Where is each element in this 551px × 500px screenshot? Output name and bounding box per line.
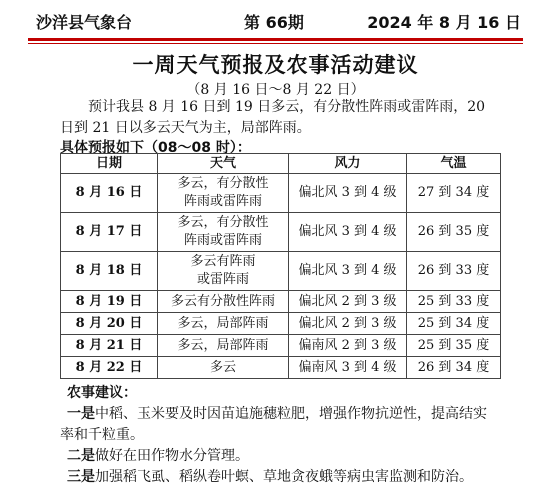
date-range: （8 月 16 日～8 月 22 日） — [186, 82, 365, 98]
table-row — [61, 291, 501, 313]
advice-item — [60, 404, 500, 446]
weather-line: 多云有阵雨 — [190, 254, 256, 269]
cell-date: 8 月 19 日 — [61, 291, 158, 313]
cell-temp: 25 到 34 度 — [407, 313, 501, 335]
advice-text: 做好在田作物水分管理。 — [95, 448, 249, 464]
cell-temp: 26 到 34 度 — [407, 357, 501, 379]
col-header-temp: 气温 — [407, 154, 501, 174]
advice-text: 中稻、玉米要及时因苗追施穗粒肥，增强作物抗逆性，提高结实率和千粒重。 — [60, 406, 487, 443]
summary-line-1: 预计我县 8 月 16 日到 19 日多云，有分散性阵雨或雷阵雨，20 — [88, 99, 486, 115]
table-row — [61, 213, 501, 252]
table-header-row — [61, 154, 501, 174]
cell-date: 8 月 16 日 — [61, 174, 158, 213]
cell-wind: 偏北风 3 到 4 级 — [289, 252, 407, 291]
forecast-heading: 具体预报如下（08～08 时）： — [60, 140, 251, 156]
advice-item — [60, 467, 500, 488]
cell-date: 8 月 21 日 — [61, 335, 158, 357]
cell-temp: 26 到 35 度 — [407, 213, 501, 252]
forecast-table — [60, 153, 501, 379]
cell-weather — [158, 252, 289, 291]
issuing-org: 沙洋县气象台 — [36, 13, 133, 32]
weather-line: 阵雨或雷阵雨 — [183, 233, 262, 248]
col-header-wind: 风力 — [289, 154, 407, 174]
cell-date: 8 月 18 日 — [61, 252, 158, 291]
cell-date: 8 月 17 日 — [61, 213, 158, 252]
weather-line: 阵雨或雷阵雨 — [183, 194, 262, 209]
issue-number: 第 66期 — [244, 13, 304, 32]
cell-date: 8 月 20 日 — [61, 313, 158, 335]
summary-line-2: 日到 21 日以多云天气为主，局部阵雨。 — [60, 120, 311, 136]
cell-weather — [158, 213, 289, 252]
table-row — [61, 357, 501, 379]
bulletin-header — [0, 0, 551, 44]
cell-wind: 偏北风 3 到 4 级 — [289, 174, 407, 213]
farming-advice — [60, 383, 500, 488]
cell-wind: 偏南风 3 到 4 级 — [289, 357, 407, 379]
cell-weather: 多云，局部阵雨 — [158, 335, 289, 357]
cell-temp: 25 到 33 度 — [407, 291, 501, 313]
table-row — [61, 174, 501, 213]
header-rule-thick — [28, 38, 523, 41]
header-rule-thin — [28, 43, 523, 44]
cell-weather — [158, 174, 289, 213]
table-row — [61, 252, 501, 291]
cell-weather: 多云有分散性阵雨 — [158, 291, 289, 313]
cell-temp: 26 到 33 度 — [407, 252, 501, 291]
cell-wind: 偏北风 3 到 4 级 — [289, 213, 407, 252]
weather-line: 多云，有分散性 — [177, 176, 269, 191]
weather-line: 或雷阵雨 — [196, 272, 249, 287]
cell-weather: 多云 — [158, 357, 289, 379]
cell-temp: 25 到 35 度 — [407, 335, 501, 357]
advice-item — [60, 446, 500, 467]
bulletin-title: 一周天气预报及农事活动建议 — [132, 53, 419, 77]
advice-label: 三是 — [67, 469, 95, 485]
cell-temp: 27 到 34 度 — [407, 174, 501, 213]
table-row — [61, 313, 501, 335]
cell-date: 8 月 22 日 — [61, 357, 158, 379]
advice-heading: 农事建议： — [67, 385, 137, 401]
advice-text: 加强稻飞虱、稻纵卷叶螟、草地贪夜蛾等病虫害监测和防治。 — [95, 469, 473, 485]
table-row — [61, 335, 501, 357]
issue-date: 2024 年 8 月 16 日 — [367, 13, 521, 32]
weather-line: 多云，有分散性 — [177, 215, 269, 230]
advice-label: 一是 — [67, 406, 95, 422]
col-header-weather: 天气 — [158, 154, 289, 174]
cell-weather: 多云，局部阵雨 — [158, 313, 289, 335]
cell-wind: 偏南风 2 到 3 级 — [289, 335, 407, 357]
advice-label: 二是 — [67, 448, 95, 464]
cell-wind: 偏北风 2 到 3 级 — [289, 313, 407, 335]
cell-wind: 偏北风 2 到 3 级 — [289, 291, 407, 313]
col-header-date: 日期 — [61, 154, 158, 174]
